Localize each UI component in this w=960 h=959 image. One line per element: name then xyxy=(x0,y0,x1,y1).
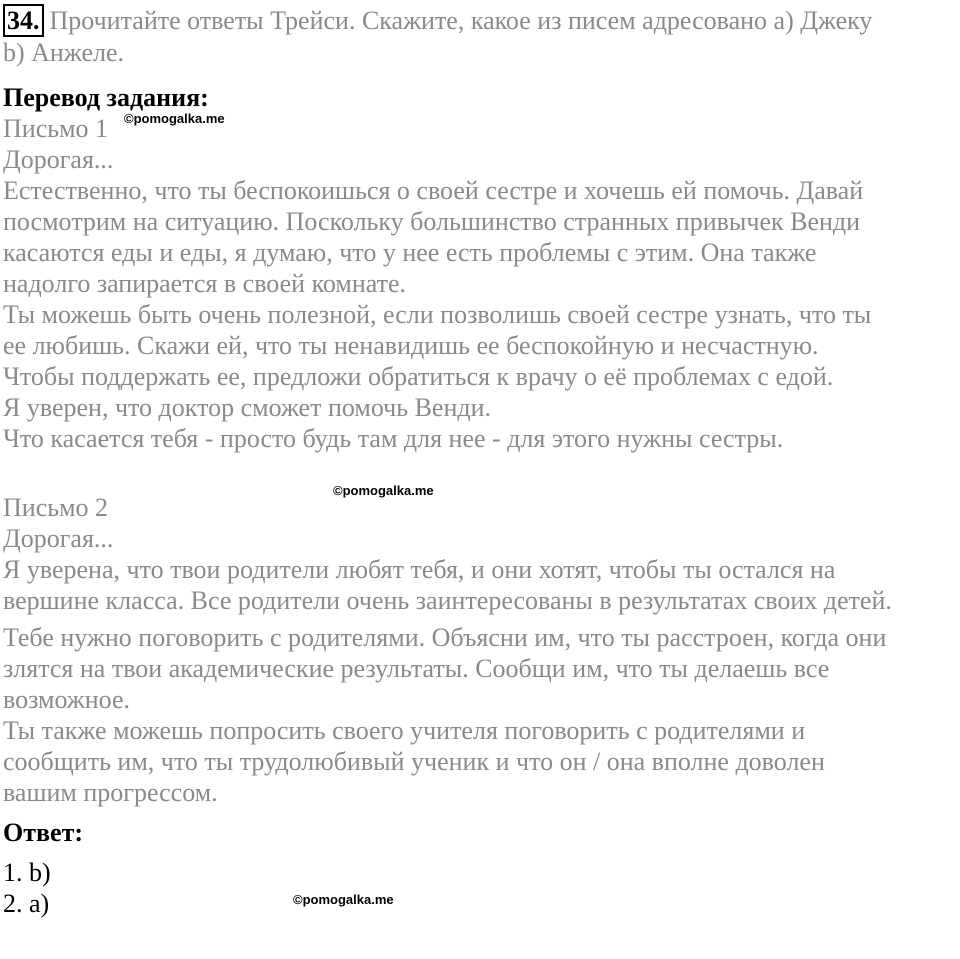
letter2-line: Я уверена, что твои родители любят тебя, и они хотят, чтобы ты остался на xyxy=(3,555,836,584)
answer-item: 1. b) xyxy=(3,858,51,887)
answer-heading: Ответ: xyxy=(3,818,84,847)
letter1-line: Чтобы поддержать ее, предложи обратиться к врачу о её проблемах с едой. xyxy=(3,362,834,391)
letter2-title: Письмо 2 xyxy=(3,493,109,522)
letter1-line: надолго запирается в своей комнате. xyxy=(3,269,407,298)
page xyxy=(3,0,958,919)
letter1-line: касаются еды и еды, я думаю, что у нее есть проблемы с этим. Она также xyxy=(3,238,817,267)
instruction-line-1: Прочитайте ответы Трейси. Скажите, какое из писем адресовано a) Джеку xyxy=(49,6,873,35)
letter1-line: Что касается тебя - просто будь там для нее - для этого нужны сестры. xyxy=(3,424,784,453)
letter1-line: Ты можешь быть очень полезной, если позволишь своей сестре узнать, что ты xyxy=(3,300,872,329)
letter2-line: вершине класса. Все родители очень заинтересованы в результатах своих детей. xyxy=(3,586,892,615)
letter1-line: Я уверен, что доктор сможет помочь Венди. xyxy=(3,393,492,422)
translation-heading: Перевод задания: xyxy=(3,83,209,112)
instruction-line-2: b) Анжеле. xyxy=(3,38,125,67)
letter1-line: ее любишь. Скажи ей, что ты ненавидишь ее беспокойную и несчастную. xyxy=(3,331,819,360)
answer-item: 2. a) xyxy=(3,889,50,918)
letter2-line: вашим прогрессом. xyxy=(3,778,218,807)
letter2-line: Ты также можешь попросить своего учителя поговорить с родителями и xyxy=(3,716,806,745)
letter2-line: возможное. xyxy=(3,685,131,714)
letter2-line: Тебе нужно поговорить с родителями. Объясни им, что ты расстроен, когда они xyxy=(3,623,887,652)
letter2-greeting: Дорогая... xyxy=(3,524,114,553)
letter1-line: посмотрим на ситуацию. Поскольку большинство странных привычек Венди xyxy=(3,207,861,236)
letter1-title: Письмо 1 xyxy=(3,114,109,143)
task-number: 34. xyxy=(3,4,44,37)
letter1-greeting: Дорогая... xyxy=(3,145,114,174)
task-instruction xyxy=(3,0,958,37)
letter2-line: злятся на твои академические результаты. Сообщи им, что ты делаешь все xyxy=(3,654,830,683)
watermark: ©pomogalka.me xyxy=(293,892,394,907)
letter1-line: Естественно, что ты беспокоишься о своей сестре и хочешь ей помочь. Давай xyxy=(3,176,864,205)
watermark: ©pomogalka.me xyxy=(124,111,225,126)
watermark: ©pomogalka.me xyxy=(333,483,434,498)
letter2-line: сообщить им, что ты трудолюбивый ученик и что он / она вполне доволен xyxy=(3,747,825,776)
